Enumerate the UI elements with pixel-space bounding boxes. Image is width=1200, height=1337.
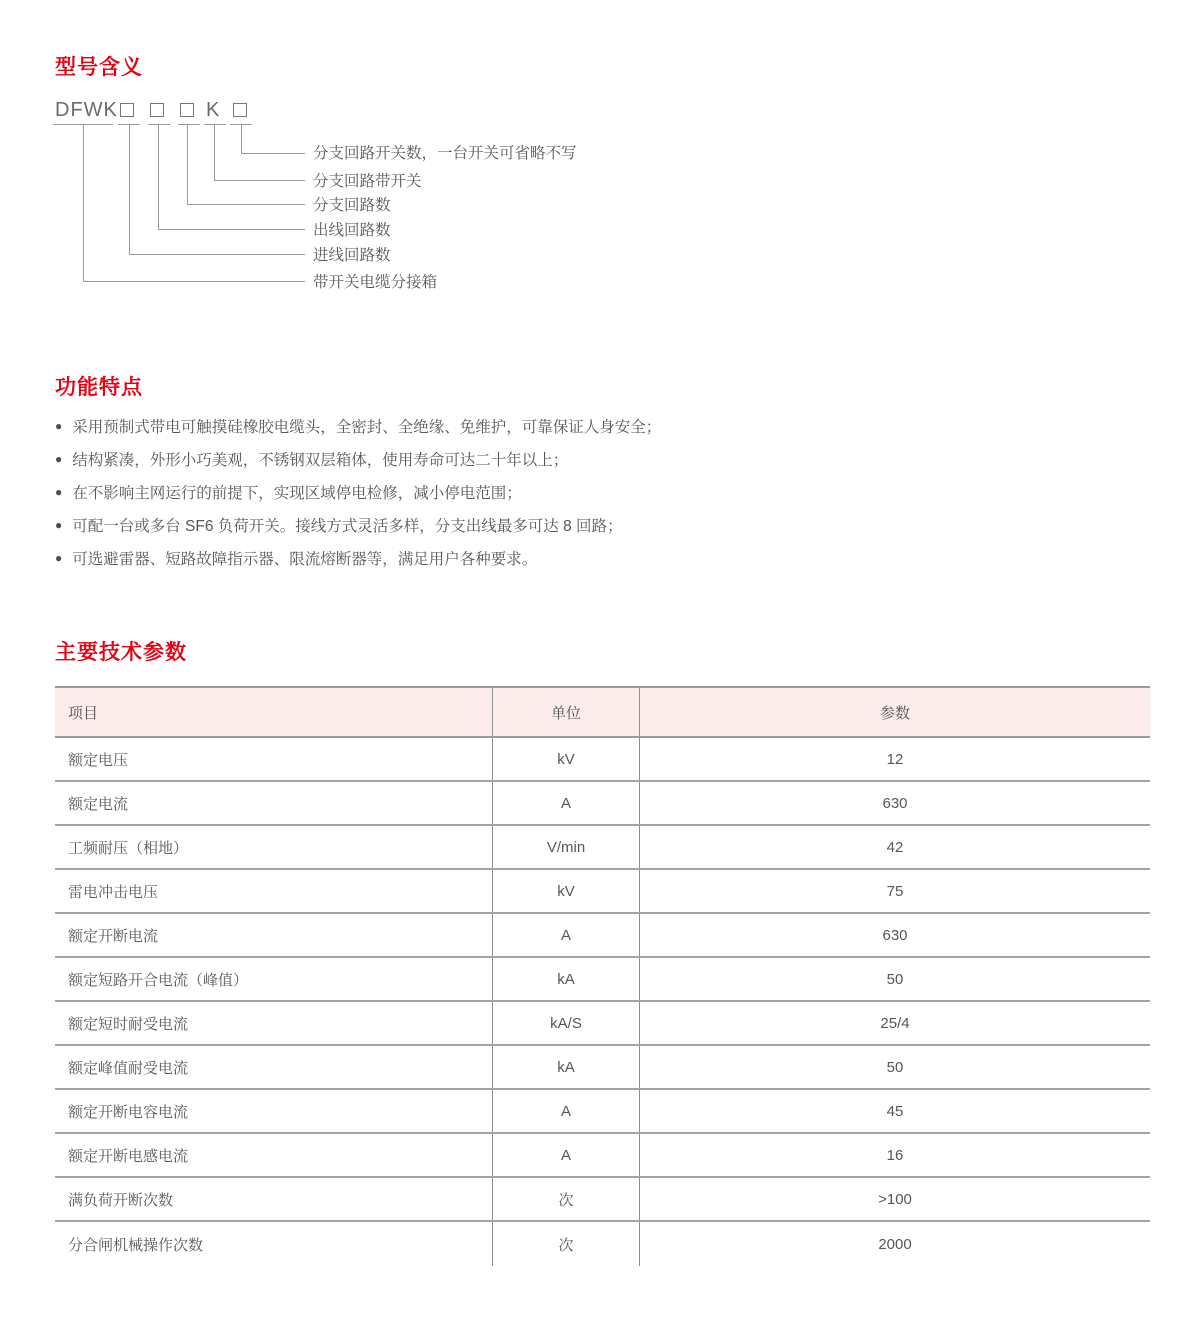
feature-text: 在不影响主网运行的前提下，实现区域停电检修，减小停电范围； (72, 484, 522, 502)
cell-unit: kA (492, 958, 640, 1000)
diagram-label: 带开关电缆分接箱 (313, 274, 438, 291)
model-code-k: K (206, 99, 221, 121)
cell-value: 45 (886, 1102, 904, 1120)
cell-item: 满负荷开断次数 (68, 1191, 174, 1209)
cell-value: 50 (886, 1058, 904, 1076)
cell-value: 42 (886, 838, 904, 856)
bullet-icon: ● (55, 517, 63, 532)
cell-item: 额定开断电流 (68, 927, 159, 945)
section-title-features: 功能特点 (55, 376, 143, 399)
feature-item (55, 508, 1155, 541)
cell-unit: A (492, 914, 640, 956)
header-cell-item: 项目 (68, 704, 99, 722)
params-table (55, 686, 1150, 1266)
cell-unit: A (492, 1134, 640, 1176)
cell-value: 12 (886, 750, 904, 768)
feature-list (55, 409, 1155, 574)
cell-value: 50 (886, 970, 904, 988)
cell-item: 工频耐压（相地） (68, 839, 189, 857)
diagram-label: 进线回路数 (313, 247, 391, 264)
feature-item (55, 409, 1155, 442)
feature-item (55, 475, 1155, 508)
table-row (55, 1134, 1150, 1178)
bullet-icon: ● (55, 484, 63, 499)
model-code-prefix: DFWK (55, 99, 118, 121)
header-cell-value: 参数 (879, 704, 910, 722)
table-row (55, 1002, 1150, 1046)
cell-value: 16 (886, 1146, 904, 1164)
table-row (55, 826, 1150, 870)
feature-text: 结构紧凑，外形小巧美观，不锈钢双层箱体，使用寿命可达二十年以上； (72, 451, 569, 469)
connector-line (83, 124, 305, 282)
table-row (55, 1222, 1150, 1266)
section-title-parameters: 主要技术参数 (55, 641, 187, 664)
cell-item: 额定短时耐受电流 (68, 1015, 189, 1033)
feature-item (55, 541, 1155, 574)
table-row (55, 914, 1150, 958)
cell-unit: 次 (492, 1222, 640, 1266)
table-row (55, 738, 1150, 782)
cell-item: 额定短路开合电流（峰值） (68, 971, 249, 989)
cell-item: 额定电流 (68, 795, 129, 813)
feature-text: 可配一台或多台 SF6 负荷开关。接线方式灵活多样，分支出线最多可达 8 回路； (72, 517, 623, 535)
cell-value: >100 (878, 1190, 912, 1208)
cell-unit: A (492, 1090, 640, 1132)
cell-value: 25/4 (880, 1014, 910, 1032)
model-placeholder-box-icon (150, 103, 164, 117)
cell-item: 额定开断电感电流 (68, 1147, 189, 1165)
model-placeholder-box-icon (233, 103, 247, 117)
cell-value: 630 (882, 926, 908, 944)
diagram-label: 出线回路数 (313, 222, 391, 239)
table-row (55, 1178, 1150, 1222)
cell-value: 2000 (878, 1235, 912, 1253)
diagram-label: 分支回路数 (313, 197, 391, 214)
cell-item: 雷电冲击电压 (68, 883, 159, 901)
table-row (55, 870, 1150, 914)
model-placeholder-box-icon (180, 103, 194, 117)
cell-unit: kA/S (492, 1002, 640, 1044)
cell-item: 分合闸机械操作次数 (68, 1236, 204, 1254)
cell-unit: A (492, 782, 640, 824)
cell-unit: kV (492, 870, 640, 912)
cell-unit: kV (492, 738, 640, 780)
cell-unit: kA (492, 1046, 640, 1088)
cell-unit: V/min (492, 826, 640, 868)
cell-item: 额定开断电容电流 (68, 1103, 189, 1121)
section-title-model-meaning: 型号含义 (55, 56, 143, 79)
feature-item (55, 442, 1155, 475)
cell-item: 额定电压 (68, 751, 129, 769)
bullet-icon: ● (55, 418, 63, 433)
diagram-label: 分支回路带开关 (313, 173, 422, 190)
diagram-label: 分支回路开关数，一台开关可省略不写 (313, 145, 577, 162)
table-header-row (55, 688, 1150, 738)
cell-value: 630 (882, 794, 908, 812)
feature-text: 可选避雷器、短路故障指示器、限流熔断器等，满足用户各种要求。 (72, 550, 538, 568)
cell-value: 75 (886, 882, 904, 900)
model-placeholder-box-icon (120, 103, 134, 117)
cell-unit: 次 (492, 1178, 640, 1220)
table-row (55, 1046, 1150, 1090)
feature-text: 采用预制式带电可触摸硅橡胶电缆头，全密封、全绝缘、免维护，可靠保证人身安全； (72, 418, 662, 436)
header-cell-unit: 单位 (492, 688, 640, 736)
cell-item: 额定峰值耐受电流 (68, 1059, 189, 1077)
table-row (55, 782, 1150, 826)
table-row (55, 1090, 1150, 1134)
bullet-icon: ● (55, 550, 63, 565)
bullet-icon: ● (55, 451, 63, 466)
table-row (55, 958, 1150, 1002)
